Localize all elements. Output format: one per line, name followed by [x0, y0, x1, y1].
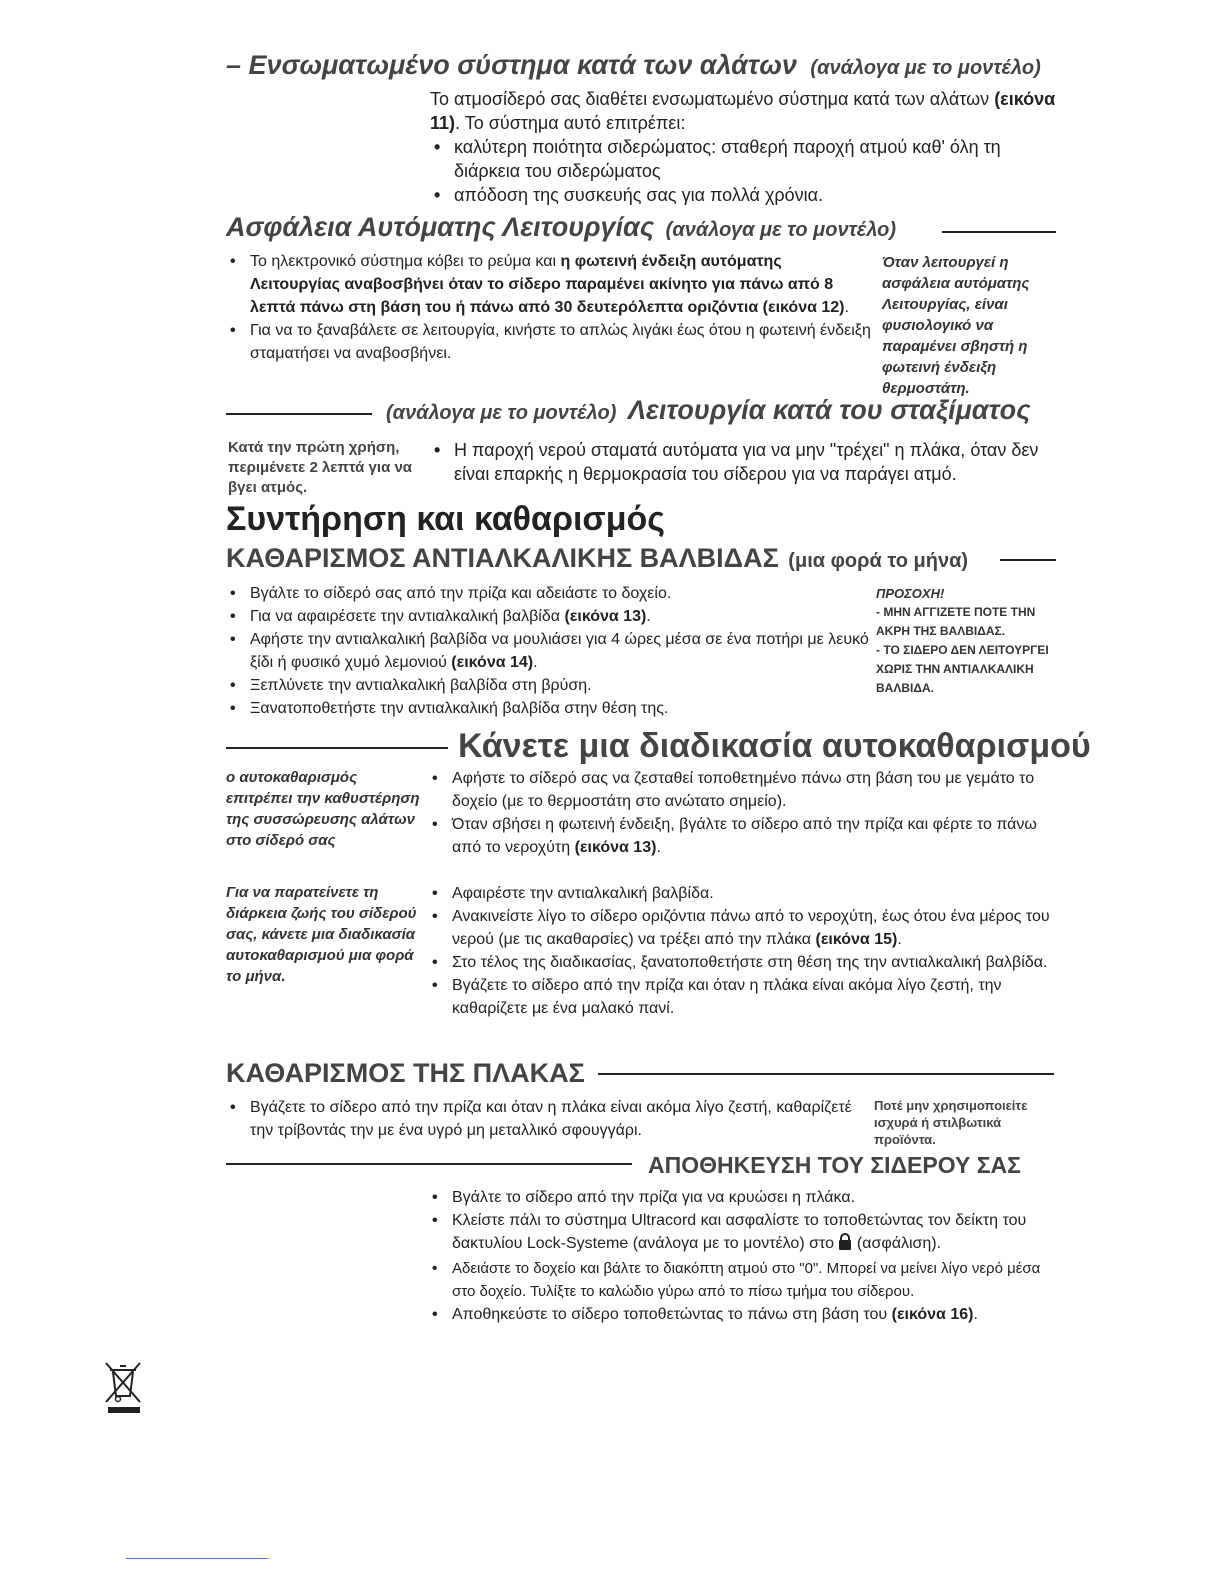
anti-drip-note: Κατά την πρώτη χρήση, περιμένετε 2 λεπτά για να βγει ατμός. [228, 439, 413, 496]
anti-scale-heading [226, 50, 1041, 81]
warning-line: - ΤΟ ΣΙΔΕΡΟ ΔΕΝ ΛΕΙΤΟΥΡΓΕΙ ΧΩΡΙΣ ΤΗΝ ΑΝΤΙΑΛΚΑΛΙΚΗ ΒΑΛΒΙΔΑ. [876, 643, 1049, 695]
list-item: • Βγάζετε το σίδερο από την πρίζα και όταν η πλάκα είναι ακόμα λίγο ζεστή, την καθαρίζετε με ένα μαλακό πανί. [428, 974, 1060, 1020]
self-clean-list-2 [428, 882, 1060, 1020]
figure-ref: (εικόνα 11) [430, 89, 1056, 133]
item-text: Αποθηκεύστε το σίδερο τοποθετώντας το πάνω στη βάση του [452, 1306, 888, 1323]
list-item [428, 1303, 1060, 1326]
list-item [226, 250, 872, 319]
heading-rule [598, 1073, 1054, 1075]
list-item: • Αφαιρέστε την αντιαλκαλική βαλβίδα. [428, 882, 1060, 905]
list-item [428, 905, 1060, 951]
valve-cleaning-heading [226, 543, 968, 574]
list-item: • απόδοση της συσκευής σας για πολλά χρόνια. [430, 183, 1060, 207]
heading-rule [226, 747, 448, 749]
soleplate-body [226, 1096, 866, 1142]
list-item: • Η παροχή νερού σταματά αυτόματα για να μην "τρέχει" η πλάκα, όταν δεν είναι επαρκής η θερμοκρασία του σίδερου για να παράγει ατμό. [430, 438, 1060, 486]
anti-drip-subtitle: (ανάλογα με το μοντέλο) [386, 402, 617, 424]
anti-scale-intro [430, 87, 1060, 135]
period: . [897, 931, 902, 948]
self-clean-note: Για να παρατείνετε τη διάρκεια ζωής του σίδερού σας, κάνετε μια διαδικασία αυτοκαθαρισμού μια φορά το μήνα. [226, 884, 417, 985]
auto-off-body [226, 250, 872, 365]
figure-ref: (εικόνα 14) [451, 654, 534, 671]
item-text: Για να αφαιρέσετε την αντιαλκαλική βαλβίδα [250, 608, 560, 625]
anti-scale-intro-text: Το ατμοσίδερό σας διαθέτει ενσωματωμένο σύστημα κατά των αλάτων [430, 89, 990, 109]
footer-rule [126, 1558, 268, 1559]
valve-cleaning-body [226, 582, 876, 720]
list-item [226, 605, 876, 628]
period: . [656, 839, 661, 856]
auto-off-heading [226, 212, 896, 243]
anti-scale-intro-text-2: . Το σύστημα αυτό επιτρέπει: [455, 113, 686, 133]
list-item [428, 813, 1060, 859]
storage-list [428, 1186, 1060, 1326]
soleplate-title: ΚΑΘΑΡΙΣΜΟΣ ΤΗΣ ΠΛΑΚΑΣ [226, 1058, 585, 1088]
crossed-out-bin-icon [104, 1360, 142, 1421]
valve-cleaning-title: ΚΑΘΑΡΙΣΜΟΣ ΑΝΤΙΑΛΚΑΛΙΚΗΣ ΒΑΛΒΙΔΑΣ [226, 543, 779, 573]
storage-title: ΑΠΟΘΗΚΕΥΣΗ ΤΟΥ ΣΙΔΕΡΟΥ ΣΑΣ [648, 1152, 1021, 1178]
self-clean-body [428, 767, 1060, 859]
maintenance-title: Συντήρηση και καθαρισμός [226, 500, 665, 538]
valve-warning [876, 584, 1058, 698]
lock-icon [838, 1233, 852, 1257]
heading-dash: – [226, 50, 242, 80]
anti-scale-list [430, 135, 1060, 207]
auto-off-note: Όταν λειτουργεί η ασφάλεια αυτόματης Λειτουργίας, είναι φυσιολογικό να παραμένει σβηστή η φωτεινή ένδειξη θερμοστάτη. [882, 254, 1030, 397]
soleplate-list [226, 1096, 866, 1142]
item-text-end: (ασφάλιση). [856, 1235, 942, 1252]
heading-rule [226, 1163, 632, 1165]
figure-ref: (εικόνα 13) [564, 608, 647, 625]
anti-drip-heading [386, 395, 1030, 426]
heading-rule [942, 231, 1056, 233]
self-clean-note: ο αυτοκαθαρισμός επιτρέπει την καθυστέρηση της συσσώρευσης αλάτων στο σίδερό σας [226, 769, 420, 849]
valve-cleaning-subtitle: (μια φορά το μήνα) [788, 550, 969, 572]
auto-off-item1-bold: η φωτεινή ένδειξη αυτόματης Λειτουργίας αναβοσβήνει όταν το σίδερο παραμένει ακίνητο για πάνω από 8 λεπτά πάνω στη βάση του ή πάνω από 30 δευτερόλεπτα οριζόντια [250, 253, 834, 316]
self-clean-list [428, 767, 1060, 859]
figure-ref: (εικόνα 15) [815, 931, 898, 948]
list-item: • Βγάλτε το σίδερο από την πρίζα για να κρυώσει η πλάκα. [428, 1186, 1060, 1209]
auto-off-list [226, 250, 872, 365]
item-text: Ανακινείστε λίγο το σίδερο οριζόντια πάνω από το νεροχύτη, έως ότου ένα μέρος του νερού (με τις ακαθαρσίες) να τρέξει από την πλάκα [452, 908, 1050, 948]
heading-rule [1000, 559, 1056, 561]
list-item: • καλύτερη ποιότητα σιδερώματος: σταθερή παροχή ατμού καθ' όλη τη διάρκεια του σιδερώματος [430, 135, 1060, 183]
warning-title: ΠΡΟΣΟΧΗ! [876, 586, 945, 601]
item-text: Αφήστε την αντιαλκαλική βαλβίδα να μουλιάσει για 4 ώρες μέσα σε ένα ποτήρι με λευκό ξίδι ή φυσικό χυμό λεμονιού [250, 631, 869, 671]
anti-drip-list [430, 438, 1060, 486]
period: . [533, 654, 538, 671]
self-clean-body-2 [428, 882, 1060, 1020]
auto-off-item1-end: . [844, 299, 849, 316]
figure-ref: (εικόνα 12) [762, 299, 845, 316]
warning-line: - ΜΗΝ ΑΓΓΙΖΕΤΕ ΠΟΤΕ ΤΗΝ ΑΚΡΗ ΤΗΣ ΒΑΛΒΙΔΑΣ. [876, 605, 1036, 638]
list-item [428, 1209, 1060, 1257]
heading-rule [226, 413, 372, 415]
soleplate-note: Ποτέ μην χρησιμοποιείτε ισχυρά ή στιλβωτικά προϊόντα. [874, 1098, 1028, 1147]
list-item: • Ξεπλύνετε την αντιαλκαλική βαλβίδα στη βρύση. [226, 674, 876, 697]
period: . [646, 608, 651, 625]
period: . [973, 1306, 978, 1323]
item-text: Κλείστε πάλι το σύστημα Ultracord και ασφαλίστε το τοποθετώντας τον δείκτη του δακτυλίου Lock-Systeme (ανάλογα με το μοντέλο) στο [452, 1212, 1027, 1252]
list-item: • Βγάλτε το σίδερό σας από την πρίζα και αδειάστε το δοχείο. [226, 582, 876, 605]
list-item: • Για να το ξαναβάλετε σε λειτουργία, κινήστε το απλώς λιγάκι έως ότου η φωτεινή ένδειξη σταματήσει να αναβοσβήνει. [226, 319, 872, 365]
list-item: • Στο τέλος της διαδικασίας, ξανατοποθετήστε στη θέση της την αντιαλκαλική βαλβίδα. [428, 951, 1060, 974]
list-item: • Βγάζετε το σίδερο από την πρίζα και όταν η πλάκα είναι ακόμα λίγο ζεστή, καθαρίζετέ την τρίβοντάς την με ένα υγρό μη μεταλλικό σφουγγάρι. [226, 1096, 866, 1142]
valve-cleaning-list [226, 582, 876, 720]
auto-off-item1-text: Το ηλεκτρονικό σύστημα κόβει το ρεύμα και [250, 253, 561, 270]
anti-drip-title: Λειτουργία κατά του σταξίματος [627, 395, 1031, 425]
anti-scale-subtitle: (ανάλογα με το μοντέλο) [810, 57, 1041, 79]
anti-scale-body [430, 87, 1060, 207]
figure-ref: (εικόνα 13) [574, 839, 657, 856]
storage-body [428, 1186, 1060, 1326]
item-text: Όταν σβήσει η φωτεινή ένδειξη, βγάλτε το σίδερο από την πρίζα και φέρτε το πάνω από το νεροχύτη [452, 816, 1037, 856]
list-item: • Αφήστε το σίδερό σας να ζεσταθεί τοποθετημένο πάνω στη βάση του με γεμάτο το δοχείο (με το θερμοστάτη στο ανώτατο σημείο). [428, 767, 1060, 813]
auto-off-subtitle: (ανάλογα με το μοντέλο) [665, 219, 897, 241]
list-item [226, 628, 876, 674]
auto-off-title: Ασφάλεια Αυτόματης Λειτουργίας [226, 212, 655, 242]
anti-scale-title: Ενσωματωμένο σύστημα κατά των αλάτων [248, 50, 797, 80]
list-item: • Αδειάστε το δοχείο και βάλτε το διακόπτη ατμού στο "0". Μπορεί να μείνει λίγο νερό μέσα στο δοχείο. Τυλίξτε το καλώδιο γύρω από το πίσω τμήμα του σίδερου. [428, 1257, 1060, 1303]
list-item: • Ξανατοποθετήστε την αντιαλκαλική βαλβίδα στην θέση της. [226, 697, 876, 720]
anti-drip-body [430, 438, 1060, 486]
self-clean-title: Κάνετε μια διαδικασία αυτοκαθαρισμού [458, 727, 1091, 765]
figure-ref: (εικόνα 16) [891, 1306, 974, 1323]
